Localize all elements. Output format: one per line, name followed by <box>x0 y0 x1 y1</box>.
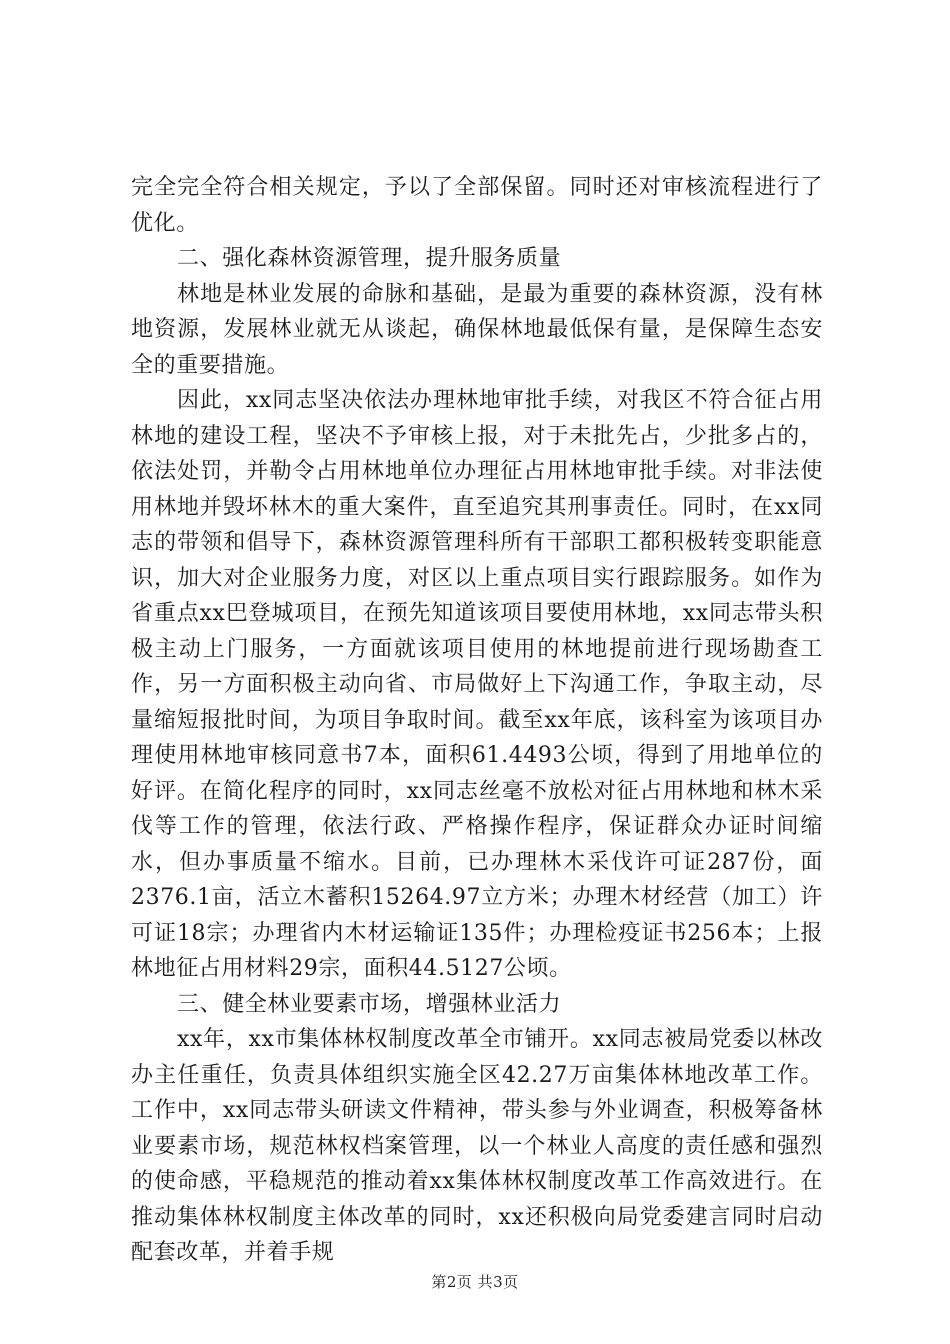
continuation-paragraph: 完全完全符合相关规定，予以了全部保留。同时还对审核流程进行了优化。 <box>131 175 823 236</box>
paragraph-forest-land: 林地是林业发展的命脉和基础，是最为重要的森林资源，没有林地资源，发展林业就无从谈起，确保林地最低保有量，是保障生态安全的重要措施。 <box>131 281 823 378</box>
page-number-footer: 第2页 共3页 <box>431 1273 519 1291</box>
paragraph-approval-work: 因此，xx同志坚决依法办理林地审批手续，对我区不符合征占用林地的建设工程，坚决不予审核上报，对于未批先占，少批多占的，依法处罚，并勒令占用林地单位办理征占用林地审批手续。对非法使用林地并毁坏林木的重大案件，直至追究其刑事责任。同时，在xx同志的带领和倡导下，森林资源管理科所有干部职工都积极转变职能意识，加大对企业服务力度，对区以上重点项目实行跟踪服务。如作为省重点xx巴登城项目，在预先知道该项目要使用林地，xx同志带头积极主动上门服务，一方面就该项目使用的林地提前进行现场勘查工作，另一方面积极主动向省、市局做好上下沟通工作，争取主动，尽量缩短报批时间，为项目争取时间。截至xx年底，该科室为该项目办理使用林地审核同意书7本，面积61.4493公顷，得到了用地单位的好评。在简化程序的同时，xx同志丝毫不放松对征占用林地和林木采伐等工作的管理，依法行政、严格操作程序，保证群众办证时间缩水，但办事质量不缩水。目前，已办理林木采伐许可证287份，面2376.1亩，活立木蓄积15264.97立方米；办理木材经营（加工）许可证18宗；办理省内木材运输证135件；办理检疫证书256本；上报林地征占用材料29宗，面积44.5127公顷。 <box>131 388 823 981</box>
document-body <box>131 170 823 1271</box>
paragraph-forest-reform: xx年，xx市集体林权制度改革全市铺开。xx同志被局党委以林改办主任重任，负责具体组织实施全区42.27万亩集体林地改革工作。工作中，xx同志带头研读文件精神，带头参与外业调查，积极筹备林业要素市场，规范林权档案管理，以一个林业人高度的责任感和强烈的使命感，平稳规范的推动着xx集体林权制度改革工作高效进行。在推动集体林权制度主体改革的同时，xx还积极向局党委建言同时启动配套改革，并着手规 <box>131 1027 823 1265</box>
section-heading-2: 二、强化森林资源管理，提升服务质量 <box>177 246 562 271</box>
section-heading-3: 三、健全林业要素市场，增强林业活力 <box>177 991 562 1017</box>
